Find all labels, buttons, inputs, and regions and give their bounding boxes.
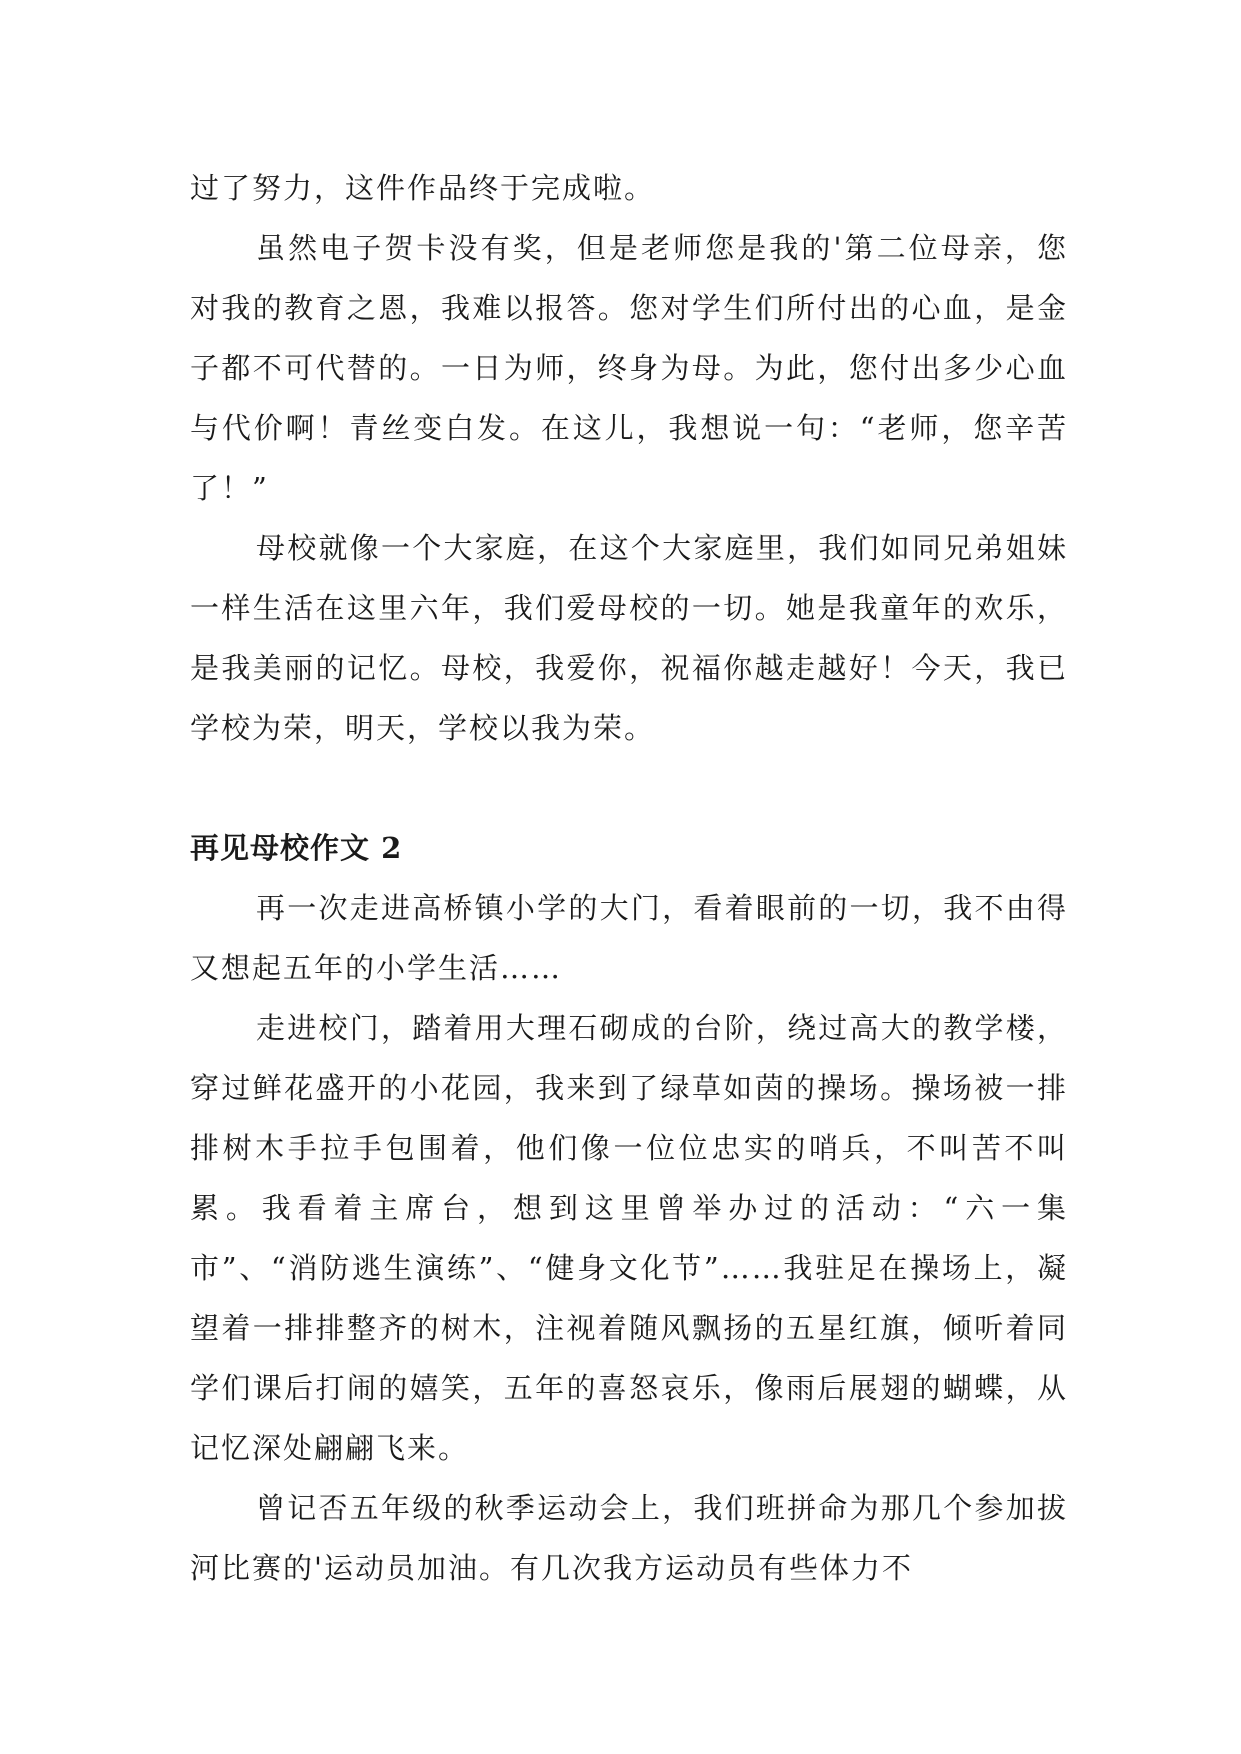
paragraph-sports-meet: 曾记否五年级的秋季运动会上，我们班拼命为那几个参加拔河比赛的'运动员加油。有几次我方运动员有些体力不 bbox=[190, 1491, 1068, 1585]
paragraph-school-family: 母校就像一个大家庭，在这个大家庭里，我们如同兄弟姐妹一样生活在这里六年，我们爱母校的一切。她是我童年的欢乐，是我美丽的记忆。母校，我爱你，祝福你越走越好！今天，我已学校为荣，明天，学校以我为荣。 bbox=[190, 531, 1068, 745]
paragraph-playground: 走进校门，踏着用大理石砌成的台阶，绕过高大的教学楼，穿过鲜花盛开的小花园，我来到了绿草如茵的操场。操场被一排排树木手拉手包围着，他们像一位位忠实的哨兵，不叫苦不叫累。我看着主席台，想到这里曾举办过的活动：“六一集市”、“消防逃生演练”、“健身文化节”……我驻足在操场上，凝望着一排排整齐的树木，注视着随风飘扬的五星红旗，倾听着同学们课后打闹的嬉笑，五年的喜怒哀乐，像雨后展翅的蝴蝶，从记忆深处翩翩飞来。 bbox=[190, 1011, 1068, 1465]
document-body bbox=[190, 158, 1068, 1598]
paragraph-continued: 过了努力，这件作品终于完成啦。 bbox=[190, 171, 656, 205]
essay-title: 再见母校作文 2 bbox=[190, 831, 403, 865]
section-gap bbox=[190, 758, 1068, 818]
paragraph-intro: 再一次走进高桥镇小学的大门，看着眼前的一切，我不由得又想起五年的小学生活…… bbox=[190, 891, 1068, 985]
paragraph-teacher: 虽然电子贺卡没有奖，但是老师您是我的'第二位母亲，您对我的教育之恩，我难以报答。您对学生们所付出的心血，是金子都不可代替的。一日为师，终身为母。为此，您付出多少心血与代价啊！青丝变白发。在这儿，我想说一句：“老师，您辛苦了！” bbox=[190, 231, 1068, 505]
